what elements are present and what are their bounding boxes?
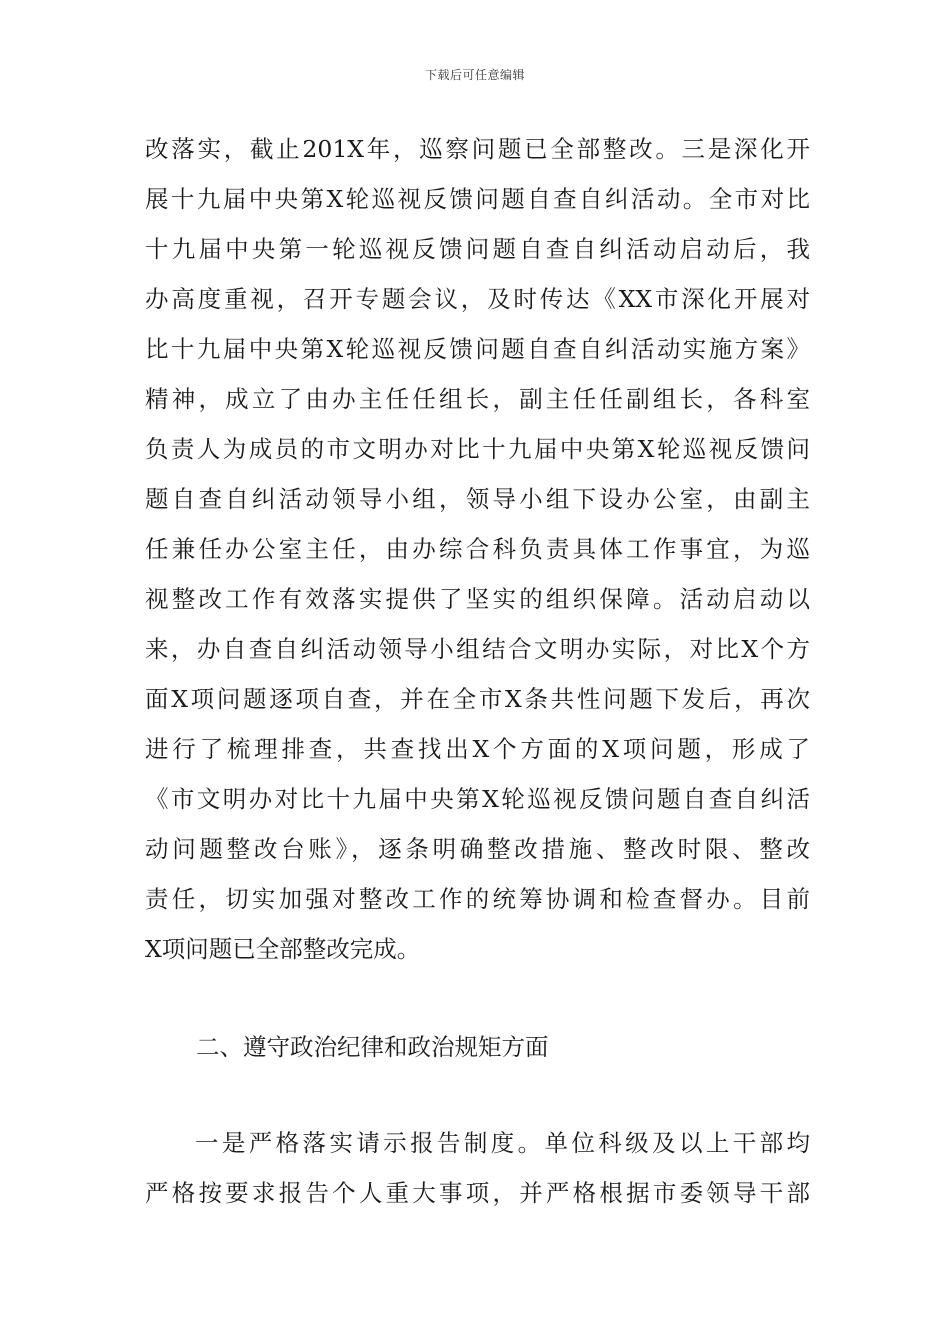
text-line: 办高度重视，召开专题会议，及时传达《XX市深化开展对: [145, 285, 810, 313]
section-heading: 二、遵守政治纪律和政治规矩方面: [196, 1033, 549, 1061]
text-line: 负责人为成员的市文明办对比十九届中央第X轮巡视反馈问: [145, 435, 810, 463]
text-line: 《市文明办对比十九届中央第X轮巡视反馈问题自查自纠活: [145, 785, 810, 813]
text-line: X项问题已全部整改完成。: [145, 935, 421, 963]
text-line: 面X项问题逐项自查，并在全市X条共性问题下发后，再次: [145, 685, 810, 713]
text-line: 比十九届中央第X轮巡视反馈问题自查自纠活动实施方案》: [145, 335, 810, 363]
text-line: 来，办自查自纠活动领导小组结合文明办实际，对比X个方: [145, 635, 810, 663]
text-line: 动问题整改台账》，逐条明确整改措施、整改时限、整改: [145, 835, 810, 863]
text-line: 展十九届中央第X轮巡视反馈问题自查自纠活动。全市对比: [145, 185, 810, 213]
text-line: 严格按要求报告个人重大事项，并严格根据市委领导干部: [145, 1179, 810, 1207]
text-line: 精神，成立了由办主任任组长，副主任任副组长，各科室: [145, 385, 810, 413]
text-line: 题自查自纠活动领导小组，领导小组下设办公室，由副主: [145, 485, 810, 513]
text-line: 十九届中央第一轮巡视反馈问题自查自纠活动启动后，我: [145, 235, 810, 263]
text-line: 责任，切实加强对整改工作的统筹协调和检查督办。目前: [145, 885, 810, 913]
body-paragraph-2: [145, 1118, 810, 1218]
text-line: 一是严格落实请示报告制度。单位科级及以上干部均: [195, 1129, 810, 1157]
text-line: 视整改工作有效落实提供了坚实的组织保障。活动启动以: [145, 585, 810, 613]
text-line: 进行了梳理排查，共查找出X个方面的X项问题，形成了: [145, 735, 810, 763]
page-header: 下载后可任意编辑: [424, 68, 525, 82]
text-line: 任兼任办公室主任，由办综合科负责具体工作事宜，为巡: [145, 535, 810, 563]
body-paragraph-1: [145, 124, 810, 974]
text-line: 改落实，截止201X年，巡察问题已全部整改。三是深化开: [145, 135, 810, 163]
